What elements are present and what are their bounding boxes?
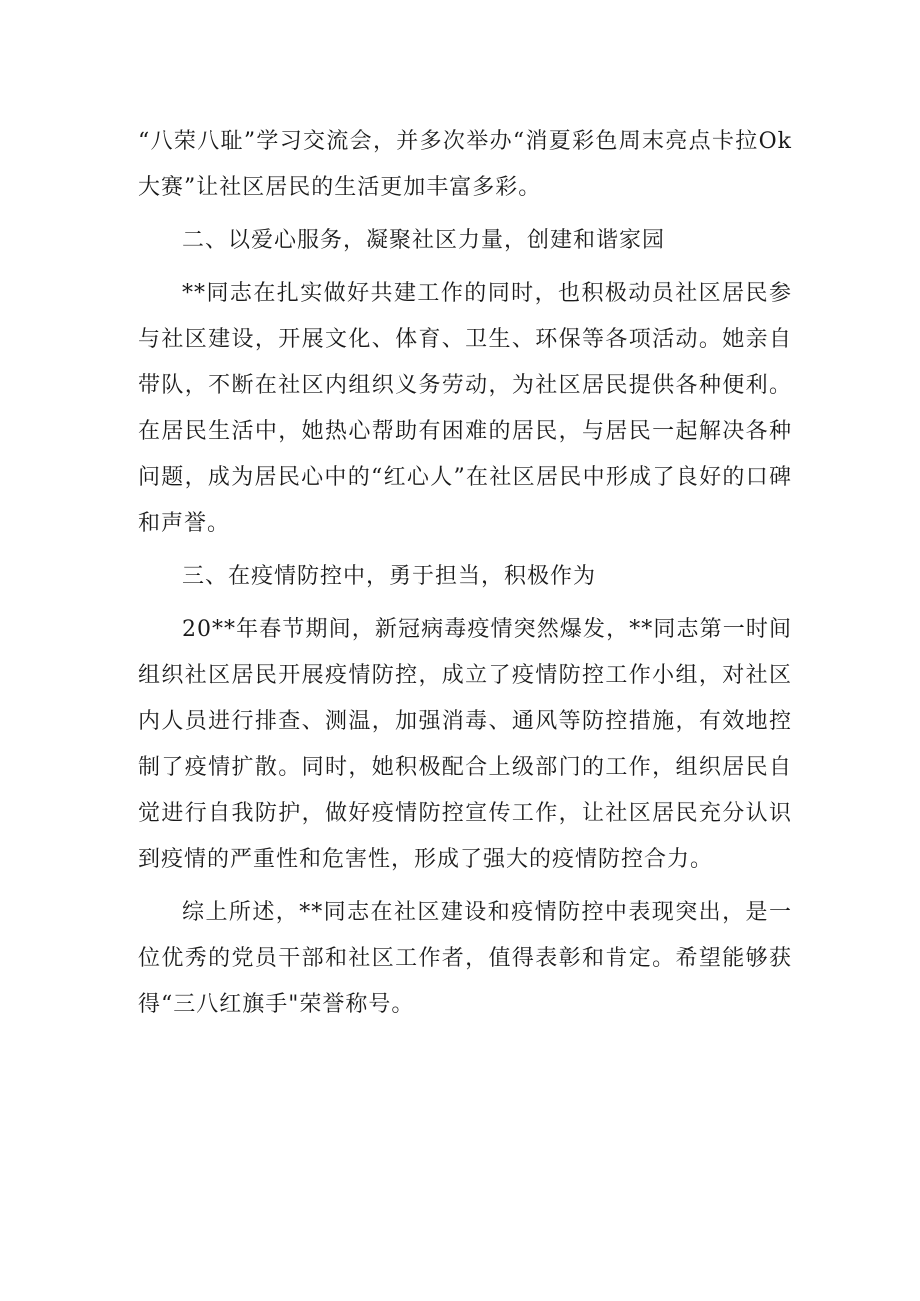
document-body [138,119,792,1028]
paragraph-continuation: “八荣八耻”学习交流会，并多次举办“消夏彩色周末亮点卡拉Ok大赛”让社区居民的生活更加丰富多彩。 [138,129,792,200]
section-heading-3: 三、在疫情防控中，勇于担当，积极作为 [182,564,597,589]
paragraph-conclusion: 综上所述，**同志在社区建设和疫情防控中表现突出，是一位优秀的党员干部和社区工作者，值得表彰和肯定。希望能够获得“三八红旗手"荣誉称号。 [138,900,792,1017]
paragraph-epidemic-control: 20**年春节期间，新冠病毒疫情突然爆发，**同志第一时间组织社区居民开展疫情防控，成立了疫情防控工作小组，对社区内人员进行排查、测温，加强消毒、通风等防控措施，有效地控制了疫情扩散。同时，她积极配合上级部门的工作，组织居民自觉进行自我防护，做好疫情防控宣传工作，让社区居民充分认识到疫情的严重性和危害性，形成了强大的疫情防控合力。 [138,617,792,872]
section-heading-2: 二、以爱心服务，凝聚社区力量，创建和谐家园 [182,228,666,253]
paragraph-community-service: **同志在扎实做好共建工作的同时，也积极动员社区居民参与社区建设，开展文化、体育、卫生、环保等各项活动。她亲自带队，不断在社区内组织义务劳动，为社区居民提供各种便利。在居民生活中，她热心帮助有困难的居民，与居民一起解决各种问题，成为居民心中的“红心人”在社区居民中形成了良好的口碑和声誉。 [138,281,792,536]
